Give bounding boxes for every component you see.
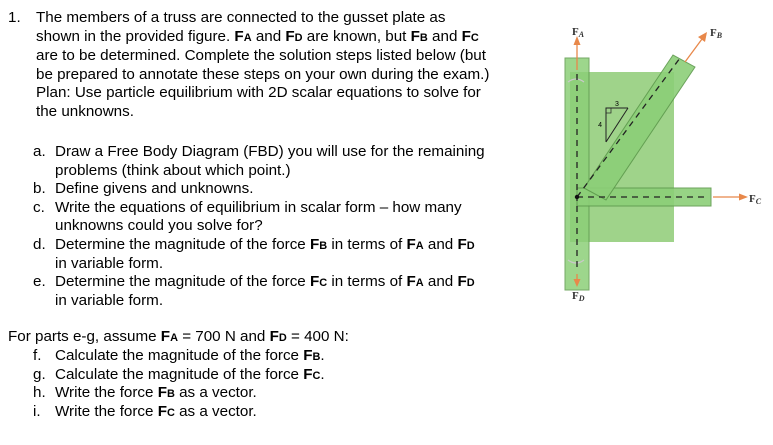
force-symbol-a: FA xyxy=(406,273,424,291)
text-run: unknowns could you solve for? xyxy=(55,217,263,235)
text-run: be prepared to annotate these steps on your own during the exam.) xyxy=(36,65,490,83)
text-run: and xyxy=(423,273,458,291)
text-run: Plan: Use particle equilibrium with 2D scalar equations to solve for xyxy=(36,84,481,102)
intro-line xyxy=(36,66,489,85)
text-run: in terms of xyxy=(327,235,407,253)
step-text xyxy=(55,217,263,236)
part-marker: i. xyxy=(33,402,41,420)
text-run: Draw a Free Body Diagram (FBD) you will use for the remaining xyxy=(55,143,485,160)
text-run: Define givens and unknowns. xyxy=(55,180,254,198)
force-a-label: FA xyxy=(572,26,585,39)
text-run: = 400 N: xyxy=(286,328,349,345)
force-symbol-d: FD xyxy=(269,328,287,345)
intro-line xyxy=(36,47,489,66)
text-run: The members of a truss are connected to the gusset plate as xyxy=(36,9,446,26)
text-run: Write the force xyxy=(55,384,158,402)
force-symbol-b: FB xyxy=(157,384,175,402)
force-symbol-d: FD xyxy=(457,235,475,253)
force-d-label: FD xyxy=(572,290,585,303)
step-text xyxy=(55,199,462,218)
text-run: = 700 N and xyxy=(177,328,270,345)
part-text xyxy=(55,366,325,386)
step-marker: e. xyxy=(33,273,46,291)
step-marker: d. xyxy=(33,235,46,253)
figure-svg xyxy=(548,22,763,307)
slope-rise-label: 4 xyxy=(598,122,602,129)
text-run: and xyxy=(427,27,462,45)
force-symbol-a: FA xyxy=(160,328,178,345)
intro-line xyxy=(36,28,489,48)
force-symbol-c: FC xyxy=(309,273,328,291)
step-marker: c. xyxy=(33,198,45,216)
assumption-line xyxy=(8,328,349,348)
text-run: shown in the provided figure. xyxy=(36,27,235,45)
slope-run-label: 3 xyxy=(615,101,619,108)
part-text xyxy=(55,403,257,423)
text-run: Determine the magnitude of the force xyxy=(55,273,310,291)
force-b-label: FB xyxy=(710,27,723,40)
text-run: Calculate the magnitude of the force xyxy=(55,347,304,364)
force-b-arrow xyxy=(685,32,707,62)
force-symbol-d: FD xyxy=(457,273,475,291)
text-run: Write the equations of equilibrium in scalar form – how many xyxy=(55,198,462,216)
intro-line xyxy=(36,84,489,103)
step-text xyxy=(55,236,475,256)
text-run: as a vector. xyxy=(174,402,257,420)
text-run: in variable form. xyxy=(55,254,164,272)
force-symbol-c: FC xyxy=(303,365,321,383)
force-symbol-b: FB xyxy=(309,235,328,253)
force-symbol-c: FC xyxy=(461,27,479,45)
problem-number: 1. xyxy=(8,9,21,26)
force-symbol-a: FA xyxy=(234,27,252,45)
force-symbol-b: FB xyxy=(410,27,428,45)
step-text xyxy=(55,143,485,162)
part-marker: g. xyxy=(33,365,46,383)
text-run: the unknowns. xyxy=(36,102,134,120)
gusset-plate-figure xyxy=(548,22,763,307)
force-symbol-c: FC xyxy=(157,402,175,420)
text-run: are known, but xyxy=(302,27,411,45)
text-run: problems (think about which point.) xyxy=(55,161,291,179)
part-marker: h. xyxy=(33,384,46,402)
step-text xyxy=(55,162,291,181)
force-symbol-a: FA xyxy=(406,235,424,253)
text-run: and xyxy=(251,27,286,45)
text-run: . xyxy=(320,365,325,383)
step-marker: a. xyxy=(33,143,46,160)
part-marker: f. xyxy=(33,347,42,364)
part-text xyxy=(55,347,325,367)
step-text xyxy=(55,180,253,199)
text-run: are to be determined. Complete the solution steps listed below (but xyxy=(36,47,486,65)
text-run: as a vector. xyxy=(174,384,257,402)
intro-paragraph xyxy=(36,9,489,122)
text-run: . xyxy=(320,347,325,364)
force-symbol-d: FD xyxy=(285,27,303,45)
step-text xyxy=(55,292,163,311)
step-marker: b. xyxy=(33,180,46,198)
force-c-label: FC xyxy=(749,193,762,206)
text-run: Calculate the magnitude of the force xyxy=(55,365,304,383)
step-text xyxy=(55,273,475,293)
text-run: Write the force xyxy=(55,402,158,420)
step-text xyxy=(55,255,163,274)
text-run: Determine the magnitude of the force xyxy=(55,235,310,253)
intro-line xyxy=(36,9,489,28)
part-text xyxy=(55,384,257,404)
text-run: in variable form. xyxy=(55,291,164,309)
force-symbol-b: FB xyxy=(303,347,321,364)
text-run: For parts e-g, assume xyxy=(8,328,161,345)
force-c-arrow xyxy=(713,194,748,201)
joint-point xyxy=(575,195,579,199)
text-run: and xyxy=(423,235,458,253)
text-run: in terms of xyxy=(327,273,407,291)
intro-line xyxy=(36,103,489,122)
